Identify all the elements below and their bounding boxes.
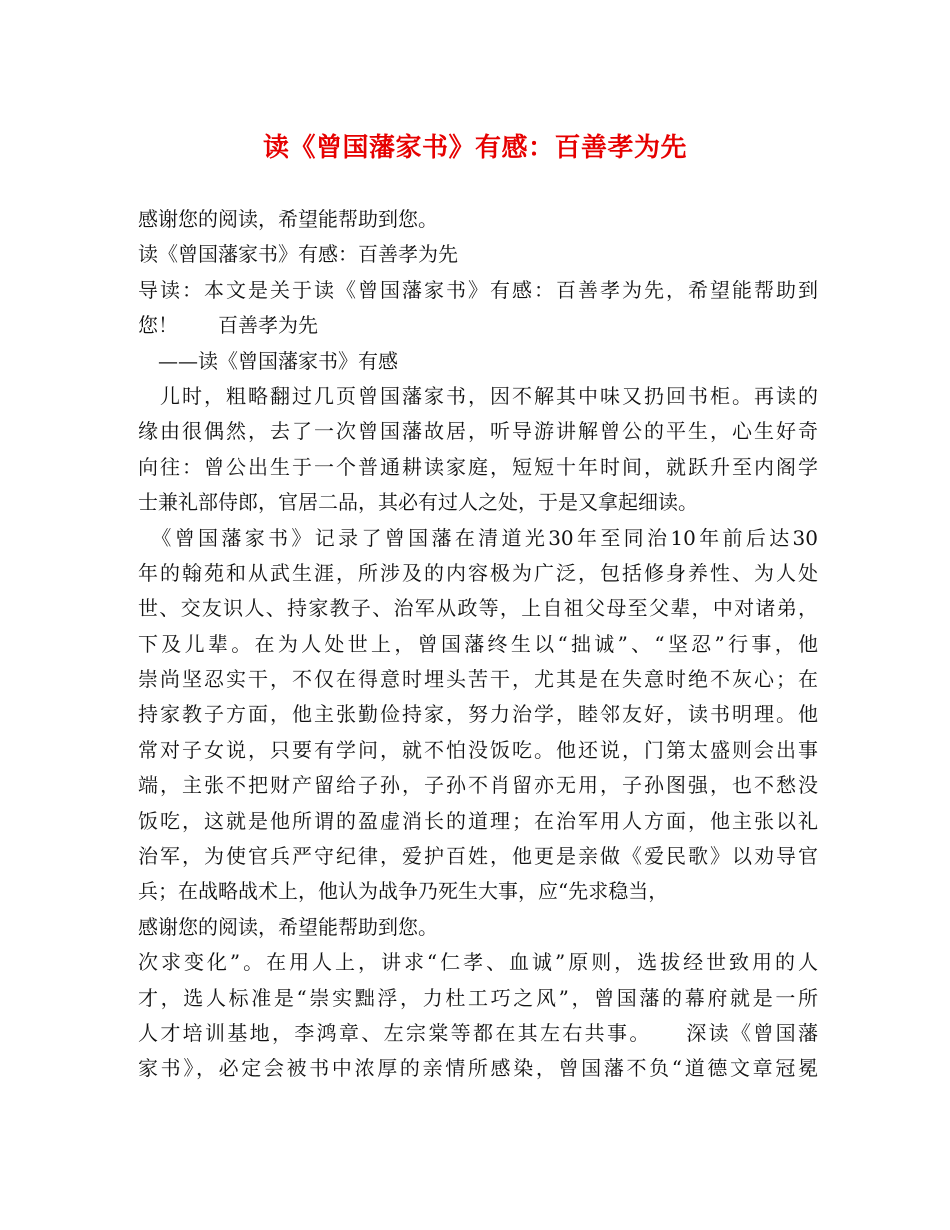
text-line: 崇尚坚忍实干，不仅在得意时埋头苦干，尤其是在失意时绝不灰心；在 — [138, 667, 818, 692]
text-line: 感谢您的阅读，希望能帮助到您。 — [138, 207, 438, 231]
text-line: 缘由很偶然，去了一次曾国藩故居，听导游讲解曾公的平生，心生好奇 — [138, 419, 818, 444]
text-line: 兵；在战略战术上，他认为战争乃死生大事，应“先求稳当， — [138, 879, 669, 904]
text-line: 才，选人标准是“崇实黜浮，力杜工巧之风”，曾国藩的幕府就是一所 — [138, 985, 818, 1010]
text-line: 向往：曾公出生于一个普通耕读家庭，短短十年时间，就跃升至内阁学 — [138, 454, 818, 479]
text-line: 儿时，粗略翻过几页曾国藩家书，因不解其中味又扔回书柜。再读的 — [138, 383, 818, 408]
text-line: 感谢您的阅读，希望能帮助到您。 — [138, 914, 438, 939]
text-line: ——读《曾国藩家书》有感 — [138, 348, 398, 373]
text-line: 家书》，必定会被书中浓厚的亲情所感染，曾国藩不负“道德文章冠冕 — [138, 1056, 818, 1081]
document-body — [138, 202, 818, 1087]
text-line: 士兼礼部侍郎，官居二品，其必有过人之处，于是又拿起细读。 — [138, 490, 698, 515]
text-line: 饭吃，这就是他所谓的盈虚消长的道理；在治军用人方面，他主张以礼 — [138, 808, 818, 833]
text-line: 持家教子方面，他主张勤俭持家，努力治学，睦邻友好，读书明理。他 — [138, 702, 818, 727]
text-line: 导读：本文是关于读《曾国藩家书》有感：百善孝为先，希望能帮助到 — [138, 277, 818, 302]
text-line: 治军，为使官兵严守纪律，爱护百姓，他更是亲做《爱民歌》以劝导官 — [138, 844, 818, 869]
text-line: 人才培训基地，李鸿章、左宗棠等都在其左右共事。 深读《曾国藩 — [138, 1020, 818, 1045]
document-title: 读《曾国藩家书》有感：百善孝为先 — [262, 133, 687, 163]
text-line: 《曾国藩家书》记录了曾国藩在清道光30年至同治10年前后达30 — [138, 525, 818, 550]
text-line: 端，主张不把财产留给子孙，子孙不肖留亦无用，子孙图强，也不愁没 — [138, 773, 818, 798]
text-line: 您！ 百善孝为先 — [138, 313, 318, 338]
text-line: 常对子女说，只要有学问，就不怕没饭吃。他还说，门第太盛则会出事 — [138, 737, 818, 762]
text-line: 下及儿辈。在为人处世上，曾国藩终生以“拙诚”、“坚忍”行事，他 — [138, 631, 818, 656]
text-line: 读《曾国藩家书》有感：百善孝为先 — [138, 242, 458, 267]
text-line: 次求变化”。在用人上，讲求“仁孝、血诚”原则，选拔经世致用的人 — [138, 950, 818, 975]
text-line: 年的翰苑和从武生涯，所涉及的内容极为广泛，包括修身养性、为人处 — [138, 560, 818, 585]
text-line: 世、交友识人、持家教子、治军从政等，上自祖父母至父辈，中对诸弟， — [138, 596, 818, 621]
